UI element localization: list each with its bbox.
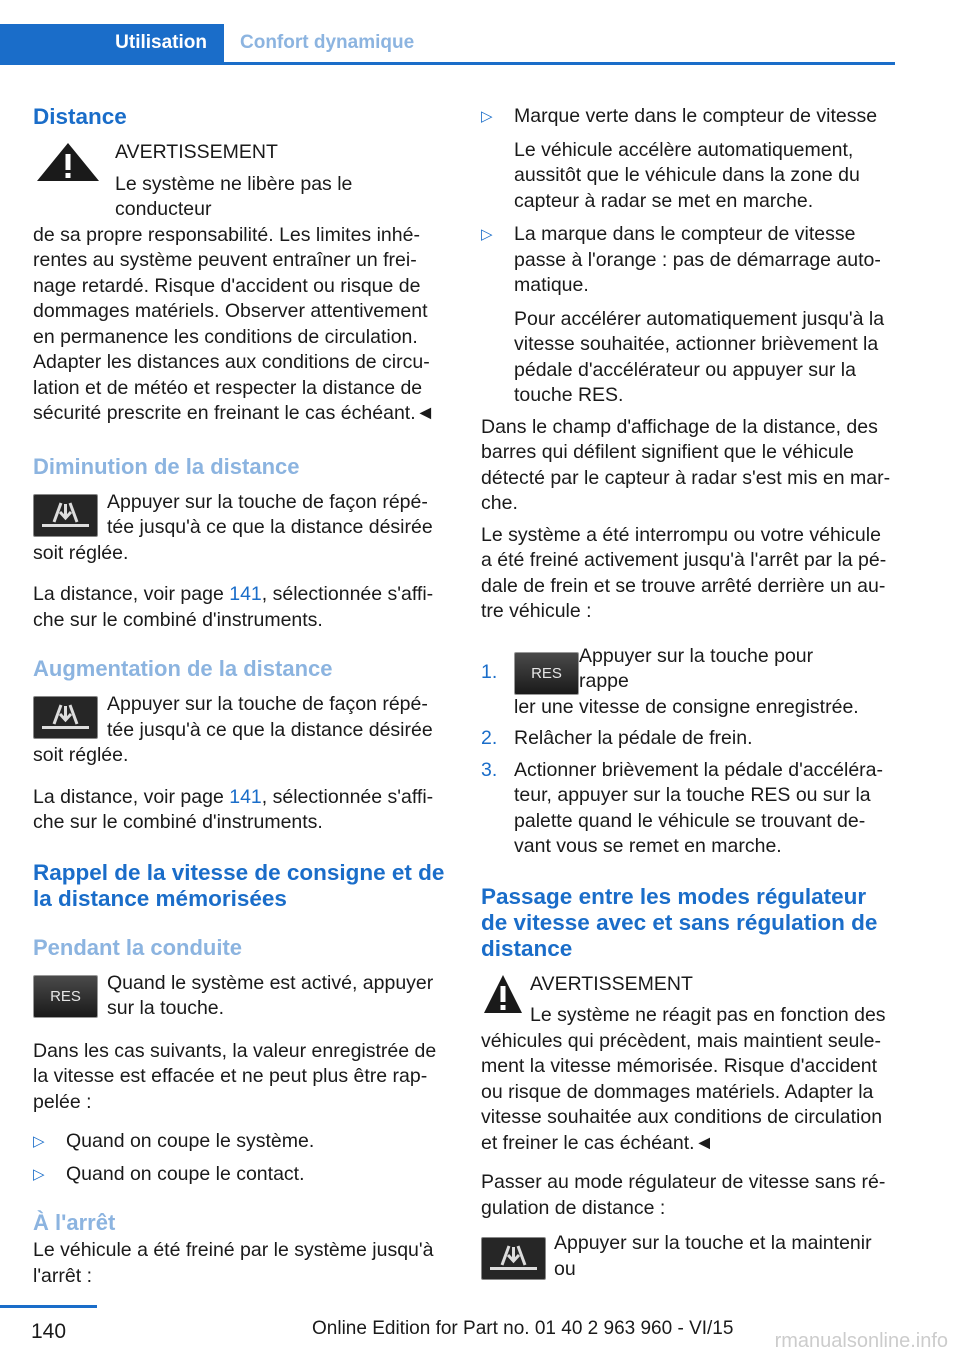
- reference-text-end: , sélectionnée s'affiche sur le combiné d'instruments.: [33, 583, 434, 631]
- reference-text: La distance, voir page: [33, 785, 230, 808]
- numbered-step: [481, 726, 895, 752]
- bullet-triangle-icon: ▷: [33, 1165, 45, 1183]
- conduite-block: [33, 971, 445, 1022]
- paragraph: Passer au mode régulateur de vitesse sans régulation de distance :: [481, 1171, 886, 1219]
- section-title-distance: Distance: [33, 104, 127, 129]
- distance-increase-button-icon: [33, 696, 98, 739]
- left-column: [33, 100, 445, 1289]
- list-item: [33, 1162, 445, 1188]
- paragraph: Le système a été interrompu ou votre véhicule a été freiné activement jusqu'à l'arrêt par la pédale de frein et se trouve arrêté derrière un autre véhicule :: [481, 523, 887, 622]
- step-number: 2.: [481, 727, 498, 749]
- section-title-rappel: Rappel de la vitesse de consigne et de la distance mémorisées: [33, 859, 445, 911]
- list-item-text: Quand on coupe le système.: [66, 1130, 315, 1152]
- diminution-reference: [33, 582, 445, 633]
- step-text: Actionner brièvement la pédale d'accélérateur, appuyer sur la touche RES ou sur la palette quand le véhicule se trouvant devant vous se remet en marche.: [514, 758, 884, 857]
- warning-block: [33, 140, 445, 223]
- list-item-subtext: Le véhicule accélère automatiquement, aussitôt que le véhicule dans la zone du capteur à radar se met en marche.: [514, 138, 860, 212]
- arret-text: Le véhicule a été freiné par le système jusqu'à l'arrêt :: [33, 1239, 434, 1287]
- warning-first-line: Le système ne libère pas le conducteur: [115, 172, 353, 220]
- diminution-text-end: soit réglée.: [33, 541, 129, 564]
- bullet-triangle-icon: ▷: [481, 226, 493, 243]
- step-number: 3.: [481, 758, 498, 781]
- reference-text-end: , sélectionnée s'affiche sur le combiné d'instruments.: [33, 785, 434, 833]
- subsection-title-augmentation: Augmentation de la distance: [33, 656, 333, 681]
- list-item: [33, 1129, 445, 1155]
- step-text: Appuyer sur la touche pour rappe: [579, 644, 814, 692]
- list-item: [481, 222, 895, 299]
- warning-text: véhicules qui précèdent, mais maintient seulement la vitesse mémorisée. Risque d'accident ou risque de dommages matériels. Adapter la vitesse souhaitée aux conditions de circulation et freiner le cas échéant.◄: [481, 1029, 883, 1154]
- warning-icon: [33, 140, 115, 223]
- edition-text: Online Edition for Part no. 01 40 2 963 960 - VI/15: [312, 1318, 734, 1339]
- subsection-title-diminution: Diminution de la distance: [33, 453, 300, 479]
- right-column: [481, 104, 895, 1282]
- numbered-step: [481, 758, 895, 860]
- distance-decrease-button-icon: [33, 494, 98, 537]
- list-item: [481, 104, 895, 130]
- tab-utilisation[interactable]: Utilisation: [0, 24, 224, 62]
- res-button-icon: [33, 975, 98, 1018]
- warning-block: [481, 972, 895, 1029]
- footer-rule: [0, 1305, 97, 1308]
- warning-title: AVERTISSEMENT: [530, 972, 693, 995]
- warning-text: de sa propre responsabilité. Les limites inhérentes au système peuvent entraîner un freinage retardé. Risque d'accident ou risque de dommages matériels. Observer attentivement en permanence les conditions de circulation. Adapter les distances aux conditions de circulation et de météo et respecter la distance de sécurité prescrite en freinant le cas échéant.◄: [33, 223, 435, 424]
- page-number: 140: [30, 1320, 67, 1343]
- res-button-icon: RES: [514, 652, 579, 695]
- augmentation-text: Appuyer sur la touche de façon répétée jusqu'à ce que la distance désirée: [107, 693, 433, 741]
- warning-first-line: Le système ne réagit pas en fonction des: [530, 1004, 886, 1026]
- list-item-text: La marque dans le compteur de vitesse passe à l'orange : pas de démarrage automatique.: [514, 223, 881, 296]
- paragraph: Dans le champ d'affichage de la distance, des barres qui défilent signifient que le véhicule détecté par le capteur à radar s'est mis en marche.: [481, 415, 891, 514]
- watermark: rmanualsonline.info: [774, 1330, 948, 1352]
- augmentation-reference: [33, 785, 445, 836]
- distance-button-icon: [481, 1237, 546, 1280]
- section-title-passage: Passage entre les modes régulateur de vitesse avec et sans régulation de distance: [481, 883, 878, 961]
- appuyer-block: [481, 1231, 895, 1282]
- step-text: Relâcher la pédale de frein.: [514, 727, 753, 749]
- step-number: 1.: [481, 660, 498, 683]
- conduite-text: Quand le système est activé, appuyer sur la touche.: [107, 971, 434, 1019]
- list-item-subtext: Pour accélérer automatiquement jusqu'à la vitesse souhaitée, actionner brièvement la pédale d'accélérateur ou appuyer sur la touche RES.: [514, 307, 885, 406]
- list-item-text: Marque verte dans le compteur de vitesse: [514, 105, 878, 127]
- warning-title: AVERTISSEMENT: [115, 141, 278, 163]
- cases-text: Dans les cas suivants, la valeur enregistrée de la vitesse est effacée et ne peut plus être rappelée :: [33, 1039, 437, 1113]
- bullet-triangle-icon: ▷: [481, 108, 493, 125]
- bullet-triangle-icon: ▷: [33, 1133, 45, 1150]
- page-link-141[interactable]: 141: [229, 583, 262, 605]
- header-tabbar: [0, 24, 895, 65]
- numbered-step: [481, 644, 895, 721]
- warning-icon: [481, 972, 530, 1029]
- step-text-end: ler une vitesse de consigne enregistrée.: [514, 695, 859, 718]
- page-link-141[interactable]: 141: [229, 785, 262, 808]
- subsection-title-conduite: Pendant la conduite: [33, 934, 243, 960]
- list-item-text: Quand on coupe le contact.: [66, 1162, 305, 1185]
- subsection-title-arret: À l'arrêt: [33, 1210, 116, 1235]
- augmentation-block: [33, 692, 445, 743]
- appuyer-text: Appuyer sur la touche et la maintenir ou: [554, 1232, 872, 1280]
- diminution-text: Appuyer sur la touche de façon répétée jusqu'à ce que la distance désirée: [107, 490, 433, 538]
- diminution-block: [33, 490, 445, 541]
- augmentation-text-end: soit réglée.: [33, 744, 129, 766]
- res-label: RES: [33, 975, 98, 1018]
- tab-confort-dynamique[interactable]: Confort dynamique: [240, 32, 415, 53]
- reference-text: La distance, voir page: [33, 583, 230, 605]
